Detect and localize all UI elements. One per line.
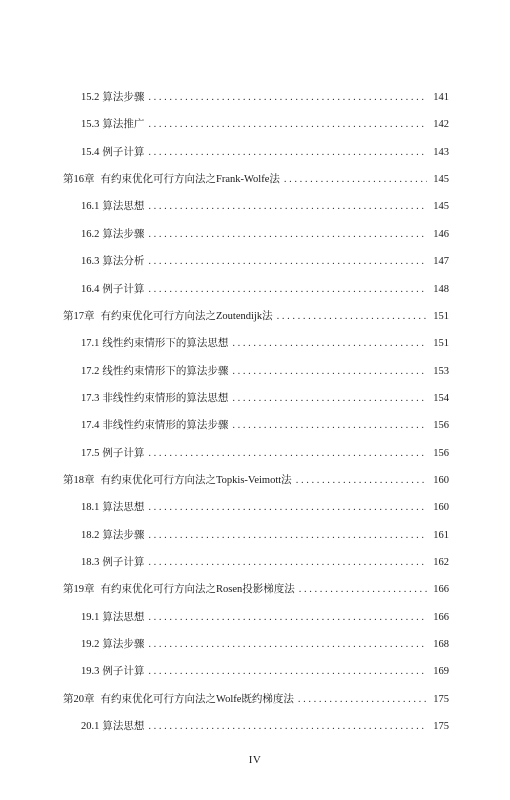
toc-entry-number: 第17章: [63, 310, 95, 322]
toc-dot-leader: [148, 447, 427, 461]
toc-entry-page: 168: [433, 639, 449, 650]
toc-dot-leader: [232, 419, 427, 433]
toc-entry-number: 17.1: [81, 338, 100, 350]
toc-section-entry[interactable]: [81, 392, 449, 406]
toc-entry-page: 156: [433, 447, 449, 459]
toc-entry-title: 例子计算: [102, 146, 145, 158]
toc-entry-title: 有约束优化可行方向法之Topkis-Veimott法: [100, 474, 292, 486]
toc-dot-leader: [298, 693, 427, 707]
toc-entry-title: 线性约束情形下的算法思想: [102, 338, 229, 350]
toc-entry-page: 160: [433, 502, 449, 514]
toc-entry-page: 146: [433, 228, 449, 240]
toc-section-entry[interactable]: [81, 146, 449, 160]
toc-entry-number: 17.3: [81, 392, 100, 404]
toc-section-entry[interactable]: [81, 91, 449, 105]
toc-entry-title: 非线性约束情形的算法步骤: [102, 420, 229, 432]
toc-entry-number: 18.1: [81, 502, 100, 514]
toc-section-entry[interactable]: [81, 200, 449, 214]
toc-dot-leader: [148, 556, 427, 570]
toc-chapter-entry[interactable]: [63, 693, 449, 707]
toc-dot-leader: [232, 392, 427, 406]
toc-entry-title: 算法推广: [102, 119, 145, 131]
toc-entry-title: 算法思想: [102, 201, 145, 213]
toc-entry-title: 算法思想: [102, 721, 145, 733]
toc-section-entry[interactable]: [81, 419, 449, 433]
toc-entry-title: 算法思想: [102, 502, 145, 514]
toc-entry-number: 18.2: [81, 529, 100, 541]
toc-entry-title: 有约束优化可行方向法之Rosen投影梯度法: [100, 584, 295, 596]
toc-dot-leader: [277, 310, 427, 324]
toc-section-entry[interactable]: [81, 228, 449, 242]
toc-dot-leader: [148, 91, 427, 105]
toc-entry-page: 166: [433, 584, 449, 596]
toc-entry-page: 151: [433, 310, 449, 322]
toc-entry-number: 16.4: [81, 283, 100, 295]
toc-dot-leader: [148, 200, 427, 214]
toc-entry-title: 非线性约束情形的算法思想: [102, 392, 229, 404]
toc-dot-leader: [148, 529, 427, 543]
toc-entry-title: 例子计算: [102, 447, 145, 459]
toc-entry-page: 147: [433, 256, 449, 268]
toc-dot-leader: [148, 501, 427, 515]
toc-entry-number: 19.3: [81, 666, 100, 678]
toc-entry-number: 17.5: [81, 447, 100, 459]
toc-dot-leader: [148, 638, 427, 652]
toc-dot-leader: [232, 365, 427, 379]
toc-entry-number: 16.3: [81, 256, 100, 268]
toc-dot-leader: [284, 173, 427, 187]
toc-entry-number: 19.1: [81, 611, 100, 623]
toc-entry-page: 175: [433, 721, 449, 733]
toc-section-entry[interactable]: [81, 365, 449, 379]
toc-section-entry[interactable]: [81, 556, 449, 570]
toc-entry-page: 145: [433, 201, 449, 213]
toc-entry-title: 有约束优化可行方向法之Zoutendijk法: [100, 310, 273, 322]
toc-dot-leader: [299, 583, 427, 597]
toc-entry-page: 154: [433, 392, 449, 404]
toc-section-entry[interactable]: [81, 501, 449, 515]
toc-dot-leader: [148, 118, 427, 132]
toc-dot-leader: [148, 720, 427, 734]
toc-entry-page: 161: [433, 529, 449, 541]
toc-section-entry[interactable]: [81, 529, 449, 543]
toc-entry-title: 算法思想: [102, 611, 145, 623]
toc-chapter-entry[interactable]: [63, 310, 449, 324]
toc-entry-title: 算法步骤: [102, 529, 145, 541]
toc-entry-page: 166: [433, 611, 449, 623]
toc-entry-title: 有约束优化可行方向法之Frank-Wolfe法: [100, 174, 280, 186]
toc-chapter-entry[interactable]: [63, 474, 449, 488]
toc-entry-page: 141: [433, 92, 449, 103]
toc-dot-leader: [148, 146, 427, 160]
toc-entry-page: 160: [433, 474, 449, 486]
toc-entry-number: 15.3: [81, 119, 100, 131]
toc-entry-title: 算法步骤: [102, 639, 145, 650]
toc-entry-number: 第19章: [63, 584, 95, 596]
toc-dot-leader: [148, 665, 427, 679]
toc-chapter-entry[interactable]: [63, 173, 449, 187]
toc-entry-title: 有约束优化可行方向法之Wolfe既约梯度法: [100, 693, 294, 705]
toc-entry-number: 20.1: [81, 721, 100, 733]
toc-dot-leader: [148, 255, 427, 269]
toc-section-entry[interactable]: [81, 337, 449, 351]
toc-dot-leader: [148, 228, 427, 242]
toc-section-entry[interactable]: [81, 720, 449, 734]
toc-section-entry[interactable]: [81, 118, 449, 132]
toc-section-entry[interactable]: [81, 447, 449, 461]
toc-entry-page: 153: [433, 365, 449, 377]
toc-section-entry[interactable]: [81, 255, 449, 269]
toc-entry-page: 145: [433, 174, 449, 186]
toc-entry-page: 175: [433, 693, 449, 705]
toc-dot-leader: [296, 474, 427, 488]
toc-entry-number: 15.4: [81, 146, 100, 158]
toc-section-entry[interactable]: [81, 638, 449, 652]
toc-entry-page: 162: [433, 557, 449, 568]
toc-dot-leader: [232, 337, 427, 351]
toc-entry-page: 148: [433, 283, 449, 295]
toc-entry-number: 19.2: [81, 639, 100, 650]
toc-entry-number: 第18章: [63, 474, 95, 486]
toc-entry-number: 第20章: [63, 693, 95, 705]
toc-entry-number: 18.3: [81, 557, 100, 568]
toc-entry-title: 算法步骤: [102, 92, 145, 103]
toc-entry-title: 线性约束情形下的算法步骤: [102, 365, 229, 377]
toc-dot-leader: [148, 611, 427, 625]
toc-entry-number: 17.2: [81, 365, 100, 377]
toc-chapter-entry[interactable]: [63, 583, 449, 597]
toc-entry-title: 例子计算: [102, 557, 145, 568]
toc-section-entry[interactable]: [81, 283, 449, 297]
toc-section-entry[interactable]: [81, 611, 449, 625]
toc-entry-number: 17.4: [81, 420, 100, 432]
page-number: IV: [248, 754, 262, 766]
toc-entry-number: 第16章: [63, 174, 95, 186]
toc-entry-page: 142: [433, 119, 449, 131]
toc-entry-page: 169: [433, 666, 449, 678]
toc-entry-number: 15.2: [81, 92, 100, 103]
toc-entry-title: 例子计算: [102, 283, 145, 295]
toc-entry-title: 算法步骤: [102, 228, 145, 240]
toc-entry-title: 例子计算: [102, 666, 145, 678]
toc-entry-title: 算法分析: [102, 256, 145, 268]
toc-dot-leader: [148, 283, 427, 297]
toc-entry-number: 16.2: [81, 228, 100, 240]
toc-entry-page: 143: [433, 146, 449, 158]
toc-entry-number: 16.1: [81, 201, 100, 213]
toc-section-entry[interactable]: [81, 665, 449, 679]
toc-entry-page: 151: [433, 338, 449, 350]
toc-entry-page: 156: [433, 420, 449, 432]
